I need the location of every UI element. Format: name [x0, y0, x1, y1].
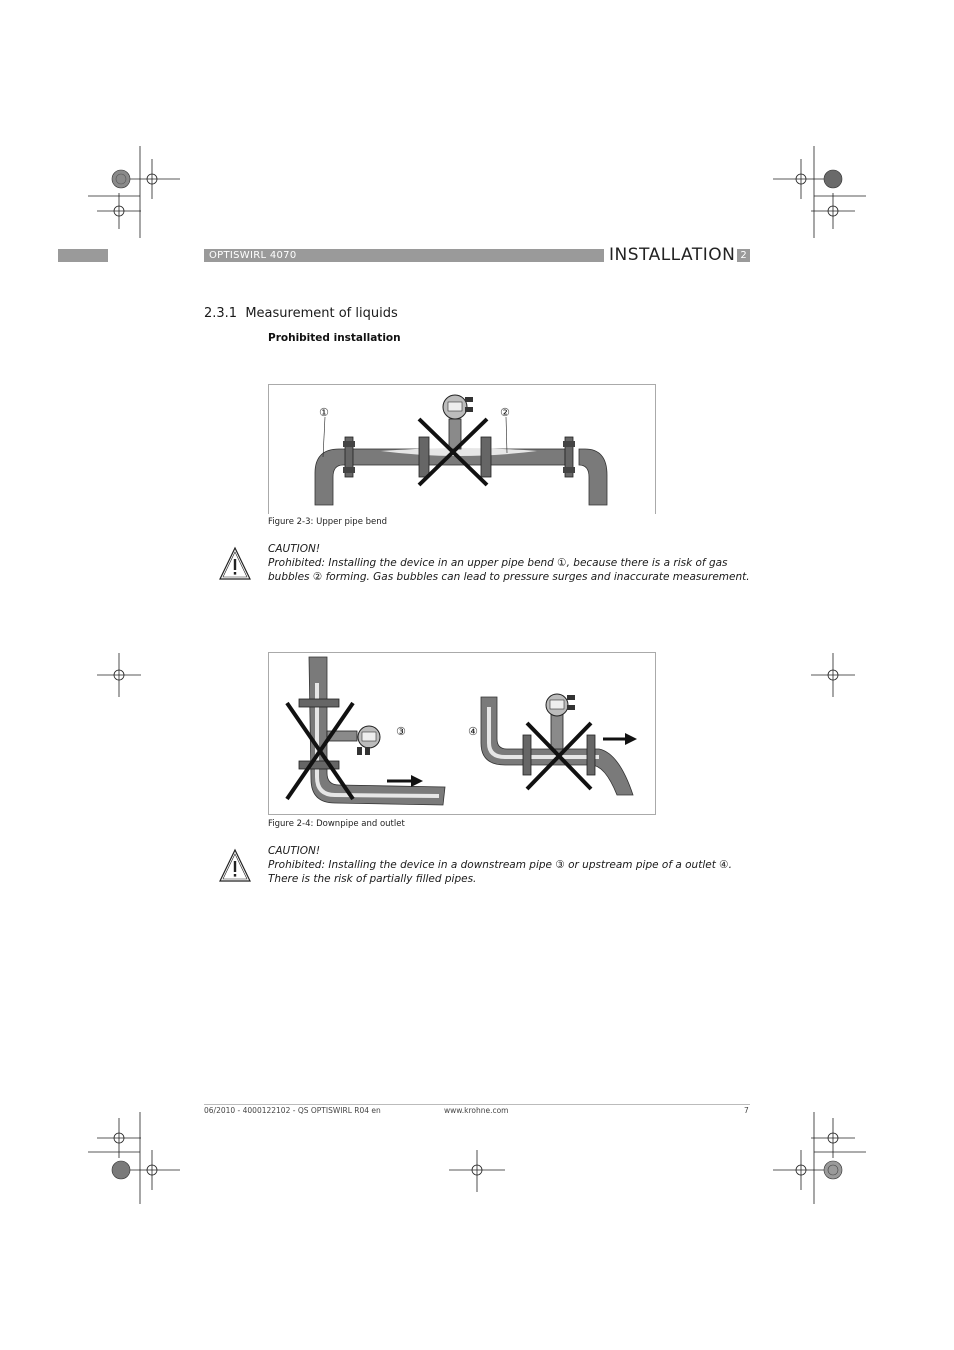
- warning-triangle-icon: [218, 848, 252, 884]
- figure-upper-pipe-bend: [268, 384, 656, 514]
- label-3: ③: [396, 725, 406, 738]
- footer-website: www.krohne.com: [444, 1106, 509, 1115]
- caution-text-2: Prohibited: Installing the device in a downstream pipe ③ or upstream pipe of a outlet ④. There is the risk of partially filled pipes.: [268, 859, 732, 885]
- caution-label-2: CAUTION!: [268, 845, 321, 857]
- downpipe-outlet-illustration: [269, 653, 655, 814]
- caution-text-1: Prohibited: Installing the device in an upper pipe bend ①, because there is a risk of gas bubbles ② forming. Gas bubbles can lead to pressure surges and inaccurate measurement.: [268, 557, 750, 583]
- subheading: Prohibited installation: [268, 332, 401, 344]
- figure-caption-2: Figure 2-4: Downpipe and outlet: [268, 819, 405, 829]
- warning-triangle-icon: [218, 546, 252, 582]
- caution-label-1: CAUTION!: [268, 543, 321, 555]
- label-4: ④: [468, 725, 478, 738]
- label-2: ②: [500, 406, 510, 419]
- header-product-name: OPTISWIRL 4070: [209, 250, 297, 261]
- footer-doc-id: 06/2010 - 4000122102 - QS OPTISWIRL R04 en: [204, 1106, 381, 1115]
- footer-page-number: 7: [744, 1106, 749, 1115]
- header-section-title: INSTALLATION: [609, 245, 736, 265]
- header-bar-left: [58, 249, 108, 262]
- label-1: ①: [319, 406, 329, 419]
- header-section-number: 2: [737, 249, 750, 262]
- figure-caption-1: Figure 2-3: Upper pipe bend: [268, 517, 388, 527]
- figure-downpipe-outlet: [268, 652, 656, 815]
- footer-rule: [204, 1104, 750, 1105]
- section-title: 2.3.1 Measurement of liquids: [204, 306, 398, 321]
- upper-pipe-bend-illustration: [269, 385, 655, 514]
